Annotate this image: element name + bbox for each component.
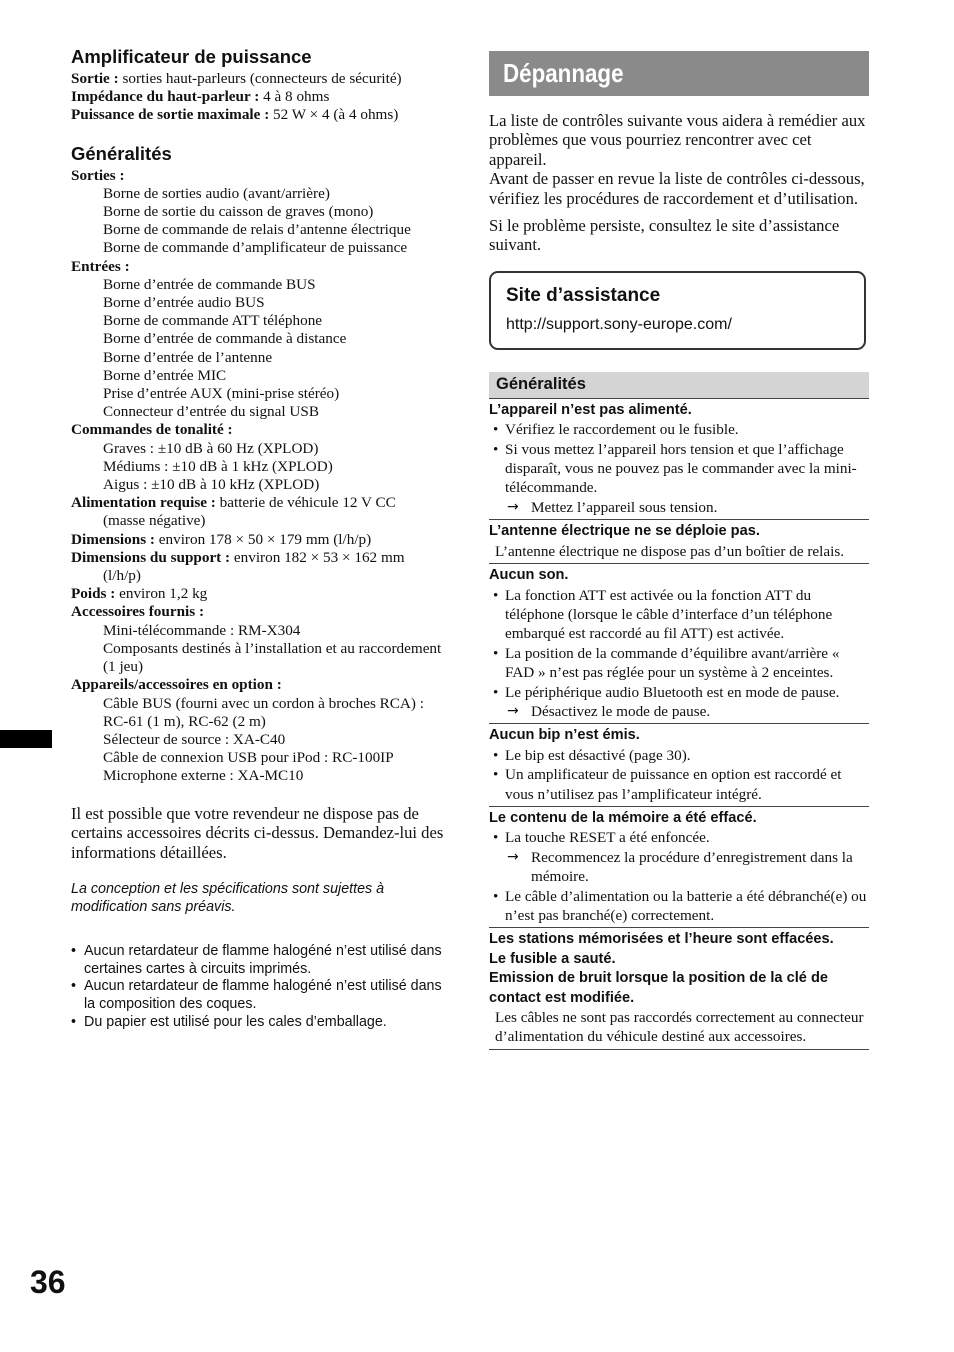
specifications-column <box>71 44 451 1031</box>
problem-title: Emission de bruit lorsque la position de la clé de contact est modifiée. <box>489 970 828 1006</box>
cause-item: • La fonction ATT est activée ou la fonction ATT du téléphone (lorsque le câble d’interface d’un téléphone embarqué est raccordé au fil ATT) est activée. <box>489 586 869 644</box>
weight-value: environ 1,2 kg <box>115 585 208 603</box>
power-req-cont: (masse négative) <box>103 512 206 530</box>
tone-item: Médiums : ±10 dB à 1 kHz (XPLOD) <box>103 457 333 475</box>
problem-title: L’antenne électrique ne se déploie pas. <box>489 523 760 540</box>
problem-antenna <box>489 522 869 564</box>
problem-title: L’appareil n’est pas alimenté. <box>489 401 692 418</box>
outputs-label: Sorties : <box>71 166 125 184</box>
troubleshooting-banner <box>489 51 869 96</box>
option-item: Câble de connexion USB pour iPod : RC-100IP <box>103 749 394 767</box>
accessories-label: Accessoires fournis : <box>71 603 205 621</box>
dimensions-label: Dimensions : <box>71 530 155 548</box>
output-value: sorties haut-parleurs (connecteurs de sécurité) <box>118 70 402 87</box>
problem-no-sound <box>489 566 869 724</box>
problem-no-power <box>489 401 869 520</box>
mount-label: Dimensions du support : <box>71 548 231 566</box>
problem-title: Les stations mémorisées et l’heure sont effacées. <box>489 931 834 948</box>
remedy-item: → Mettez l’appareil sous tension. <box>489 498 869 517</box>
support-site-title: Site d’assistance <box>506 284 661 306</box>
input-item: Borne d’entrée de l’antenne <box>103 348 273 366</box>
input-item: Prise d’entrée AUX (mini-prise stéréo) <box>103 385 340 403</box>
tone-item: Graves : ±10 dB à 60 Hz (XPLOD) <box>103 439 319 457</box>
problem-memory-erased <box>489 809 869 928</box>
accessory-item: Mini-télécommande : RM-X304 <box>103 621 301 639</box>
cause-text: L’antenne électrique ne dispose pas d’un boîtier de relais. <box>495 542 845 560</box>
amplifier-heading: Amplificateur de puissance <box>71 46 312 67</box>
options-label: Appareils/accessoires en option : <box>71 676 282 694</box>
impedance-label: Impédance du haut-parleur : <box>71 88 260 106</box>
weight-label: Poids : <box>71 585 116 603</box>
problem-title: Aucun bip n’est émis. <box>489 727 640 744</box>
tone-item: Aigus : ±10 dB à 10 kHz (XPLOD) <box>103 476 320 494</box>
impedance-value: 4 à 8 ohms <box>259 88 330 106</box>
eco-bullet: • Aucun retardateur de flamme halogéné n’est utilisé dans la composition des coques. <box>71 978 451 1013</box>
problem-title: Aucun son. <box>489 567 569 584</box>
option-item: Câble BUS (fourni avec un cordon à broches RCA) : RC-61 (1 m), RC-62 (2 m) <box>103 694 424 730</box>
support-site-box <box>489 271 866 350</box>
cause-item: • La touche RESET a été enfoncée. <box>489 828 869 847</box>
power-req-label: Alimentation requise : <box>71 494 216 512</box>
max-power-label: Puissance de sortie maximale : <box>71 106 270 124</box>
problem-no-beep <box>489 726 869 807</box>
general-specs <box>71 167 451 786</box>
design-note: La conception et les spécifications sont sujettes à modification sans préavis. <box>71 881 385 916</box>
output-item: Borne de commande d’amplificateur de puissance <box>103 239 408 257</box>
problem-stations-fuse-noise <box>489 930 869 1049</box>
intro-text: Avant de passer en revue la liste de contrôles ci-dessous, vérifiez les procédures de raccordement et d’utilisation. <box>489 169 865 208</box>
input-item: Borne d’entrée audio BUS <box>103 294 265 312</box>
support-url: http://support.sony-europe.com/ <box>506 315 732 333</box>
output-item: Borne de commande de relais d’antenne électrique <box>103 221 411 239</box>
cause-item: • Vérifiez le raccordement ou le fusible. <box>489 420 869 439</box>
troubleshooting-title: Dépannage <box>503 58 624 88</box>
dealer-note: Il est possible que votre revendeur ne dispose pas de certains accessoires décrits ci-dessus. Demandez-lui des informations détaillées. <box>71 803 444 862</box>
input-item: Borne de commande ATT téléphone <box>103 312 323 330</box>
mount-cont: (l/h/p) <box>103 567 141 585</box>
cause-item: • Le périphérique audio Bluetooth est en mode de pause. <box>489 683 869 702</box>
remedy-item: → Recommencez la procédure d’enregistrement dans la mémoire. <box>489 848 869 887</box>
output-item: Borne de sortie du caisson de graves (mono) <box>103 203 374 221</box>
problem-title: Le fusible a sauté. <box>489 950 616 967</box>
eco-bullets <box>71 943 451 1031</box>
output-label: Sortie : <box>71 70 119 87</box>
option-item: Microphone externe : XA-MC10 <box>103 767 304 785</box>
inputs-label: Entrées : <box>71 257 130 275</box>
max-power-value: 52 W × 4 (à 4 ohms) <box>269 106 399 124</box>
accessory-item: Composants destinés à l’installation et au raccordement (1 jeu) <box>103 639 442 676</box>
amplifier-specs <box>71 70 451 125</box>
input-item: Borne d’entrée de commande à distance <box>103 330 347 348</box>
troubleshooting-column <box>489 51 869 1050</box>
cause-item: • Le câble d’alimentation ou la batterie a été débranché(e) ou n’est pas branché(e) correctement. <box>489 887 869 926</box>
output-item: Borne de sorties audio (avant/arrière) <box>103 184 330 202</box>
remedy-item: → Désactivez le mode de pause. <box>489 702 869 721</box>
general-section-bar: Généralités <box>489 372 869 399</box>
option-item: Sélecteur de source : XA-C40 <box>103 730 286 748</box>
cause-text: Les câbles ne sont pas raccordés correctement au connecteur d’alimentation du véhicule destiné aux accessoires. <box>495 1009 864 1046</box>
tone-label: Commandes de tonalité : <box>71 421 233 439</box>
cause-item: • Un amplificateur de puissance en option est raccordé et vous n’utilisez pas l’amplificateur intégré. <box>489 765 869 804</box>
cause-item: • La position de la commande d’équilibre avant/arrière « FAD » n’est pas réglée pour un système à 2 enceintes. <box>489 644 869 683</box>
intro-text: Si le problème persiste, consultez le site d’assistance suivant. <box>489 216 840 255</box>
cause-item: • Le bip est désactivé (page 30). <box>489 746 869 765</box>
intro-text: La liste de contrôles suivante vous aidera à remédier aux problèmes que vous pourriez rencontrer avec cet appareil. <box>489 111 866 169</box>
problem-title: Le contenu de la mémoire a été effacé. <box>489 809 757 826</box>
input-item: Borne d’entrée de commande BUS <box>103 275 316 293</box>
eco-bullet: • Du papier est utilisé pour les cales d’emballage. <box>71 1014 451 1032</box>
mount-value: environ 182 × 53 × 162 mm <box>230 548 405 566</box>
power-req-value: batterie de véhicule 12 V CC <box>215 494 396 512</box>
dimensions-value: environ 178 × 50 × 179 mm (l/h/p) <box>154 530 372 548</box>
input-item: Connecteur d’entrée du signal USB <box>103 403 319 421</box>
general-heading: Généralités <box>71 142 172 164</box>
eco-bullet: • Aucun retardateur de flamme halogéné n’est utilisé dans certaines cartes à circuits imprimés. <box>71 943 451 978</box>
section-tab-marker <box>0 730 52 748</box>
cause-item: • Si vous mettez l’appareil hors tension et que l’affichage disparaît, vous ne pouvez pas le commander avec la mini-télécommande. <box>489 440 869 498</box>
page-number: 36 <box>30 1264 66 1300</box>
input-item: Borne d’entrée MIC <box>103 366 227 384</box>
